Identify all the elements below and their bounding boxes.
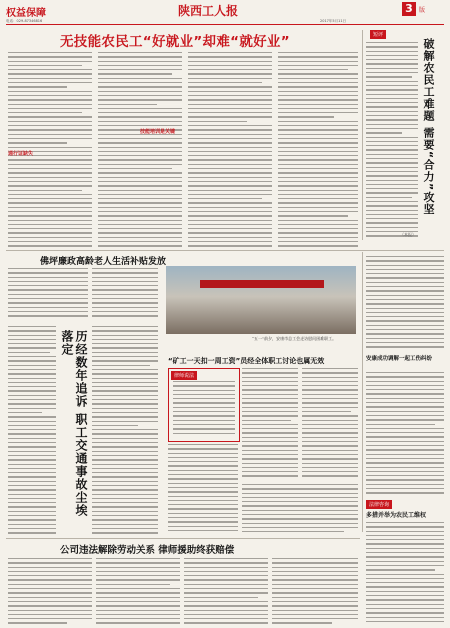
section-divider-2 [6, 538, 360, 539]
lead-subhead-2: 技能培训是关键 [140, 129, 176, 135]
page-number-badge: 3 [402, 2, 416, 16]
right-column-headline: 破解农民工难题 需要“合力”攻坚 [422, 38, 435, 216]
photo-banner [200, 280, 324, 288]
story-3-headline: 历经数年追诉 职工交通事故尘埃落定 [60, 330, 88, 518]
masthead-info-right: 2017年5月11日 [320, 19, 347, 23]
story-5-tag: 律师说法 [171, 371, 197, 380]
story-6-body-c [184, 558, 268, 624]
lead-headline: 无技能农民工“好就业”却难“就好业” [60, 34, 290, 50]
masthead-info-left: 电话：029-87346816 [6, 19, 43, 23]
story-4-headline: 安康成功调解一起工伤纠纷 [366, 356, 433, 362]
lead-body-col-4 [278, 52, 358, 250]
story-5-tag-body [173, 381, 235, 437]
page-suffix: 版 [419, 7, 426, 14]
story-6-body-b [96, 558, 180, 624]
story-3-body-b [92, 326, 158, 536]
story-6-body-a [8, 558, 92, 624]
story-2-body [8, 268, 88, 320]
story-5-body-a [242, 368, 298, 480]
news-photo [166, 266, 356, 334]
right-column-lower-body [366, 256, 444, 348]
story-7-headline: 多措并举为农民工维权 [366, 512, 427, 519]
photo-caption: “五一”前夕，安康市总工会走访慰问困难职工。 [252, 336, 337, 341]
section-tag: 权益保障 [6, 8, 46, 19]
story-5-headline: “矿工一天扣一周工资”员经全体职工讨论也属无效 [168, 357, 325, 365]
story-2-body-b [92, 268, 158, 320]
right-column-rule [362, 30, 363, 240]
right-column-rule-3 [362, 352, 363, 532]
right-column-rule-2 [362, 252, 363, 352]
story-2-headline: 佛坪廉政高龄老人生活补贴发放 [40, 257, 167, 267]
story-5-body-b [302, 368, 358, 480]
story-5-tag-box [168, 368, 240, 442]
right-column-byline: （本报） [400, 232, 416, 237]
lead-subhead-1: 通行证缺失 [8, 151, 34, 157]
section-divider-1 [6, 250, 444, 251]
story-5-body-c [168, 444, 238, 532]
masthead-rule [6, 24, 444, 25]
story-7-tag: 法律咨询 [366, 500, 392, 509]
story-5-body-d [242, 484, 358, 532]
story-4-body [366, 372, 444, 496]
right-column-body [366, 42, 418, 238]
lead-body-col-2 [98, 52, 182, 250]
paper-name: 陕西工人报 [178, 4, 239, 18]
story-3-body-a [8, 326, 56, 536]
right-column-tag: 短评 [370, 30, 386, 39]
story-7-body [366, 522, 444, 622]
story-6-body-d [272, 558, 358, 624]
lead-body-col-3 [188, 52, 272, 250]
story-6-headline: 公司违法解除劳动关系 律师援助终获赔偿 [60, 545, 235, 556]
